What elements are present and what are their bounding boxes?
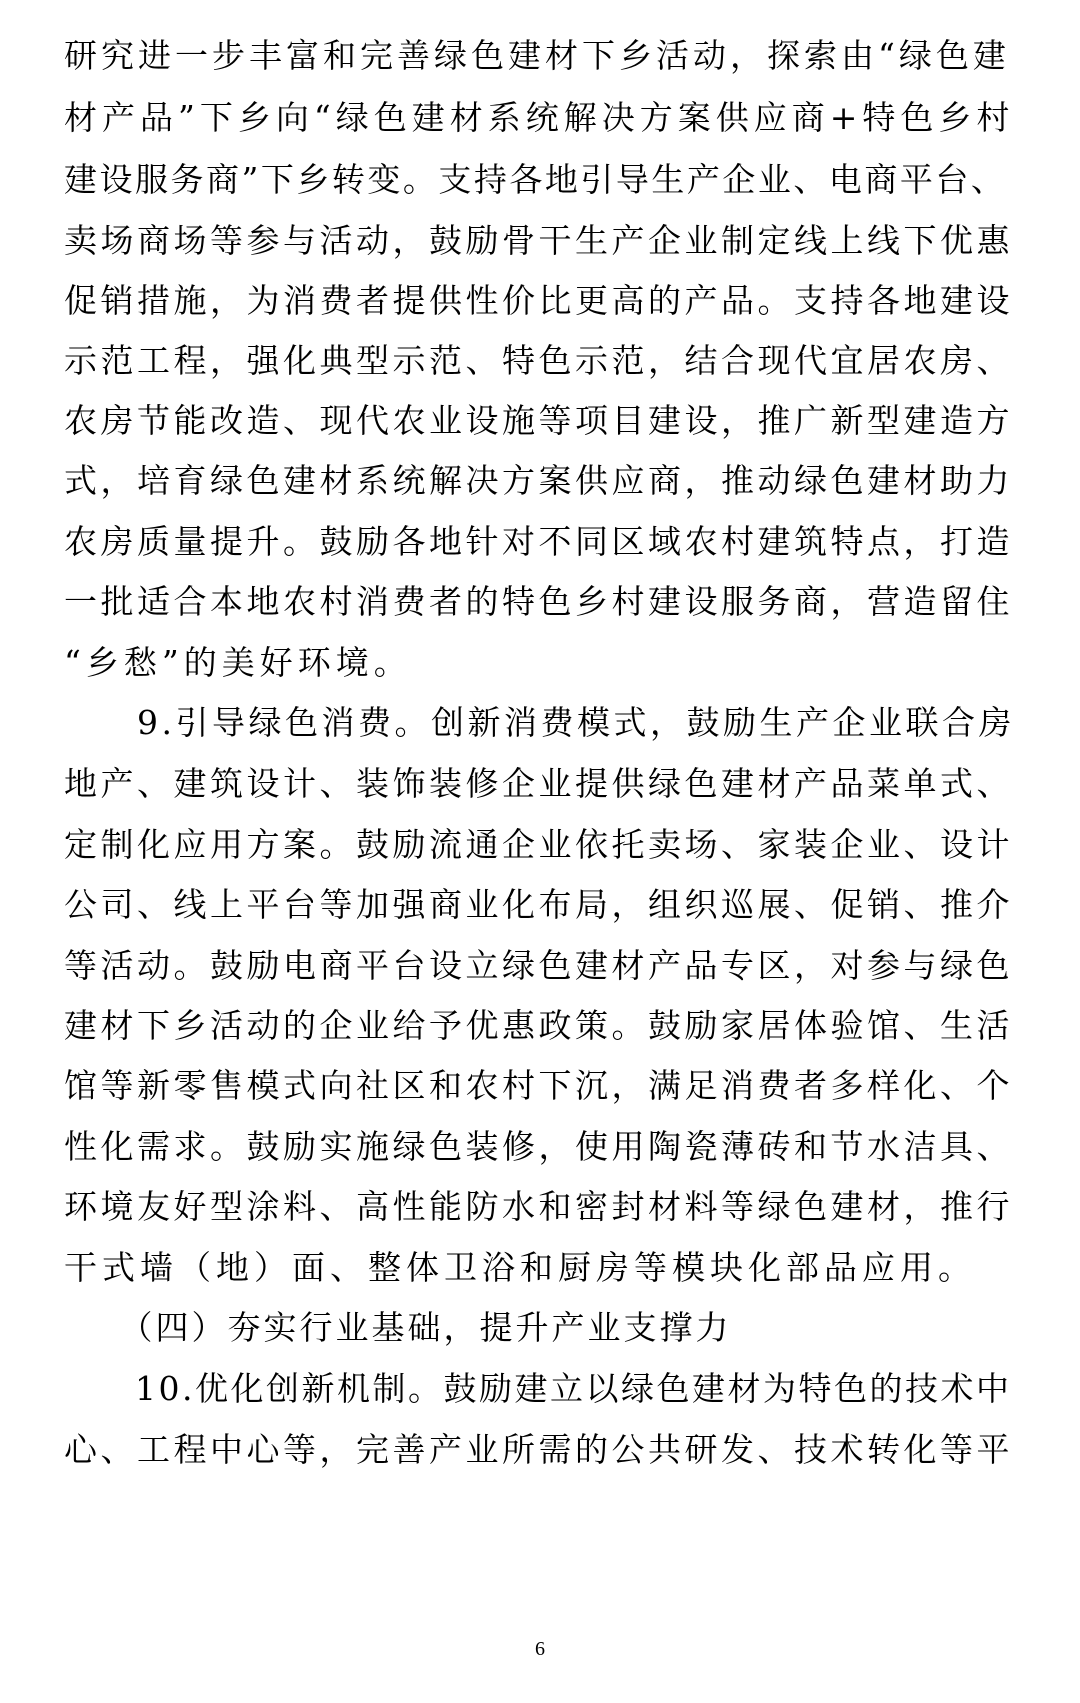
text-line: “乡愁”的美好环境。 xyxy=(64,643,412,682)
text-line: 定制化应用方案。鼓励流通企业依托卖场、家装企业、设计 xyxy=(64,825,1013,864)
text-line: 卖场商场等参与活动，鼓励骨干生产企业制定线上线下优惠 xyxy=(64,221,1013,260)
text-line: 环境友好型涂料、高性能防水和密封材料等绿色建材，推行 xyxy=(64,1187,1013,1226)
paragraph-10-start: 10.优化创新机制。鼓励建立以绿色建材为特色的技术中 xyxy=(64,1369,1012,1408)
text-line: 地产、建筑设计、装饰装修企业提供绿色建材产品菜单式、 xyxy=(64,764,1013,803)
text-line: 研究进一步丰富和完善绿色建材下乡活动，探索由“绿色建 xyxy=(64,36,1010,75)
page-number: 6 xyxy=(535,1638,545,1660)
text-line: 建材下乡活动的企业给予优惠政策。鼓励家居体验馆、生活 xyxy=(64,1006,1013,1045)
text-line: 心、工程中心等，完善产业所需的公共研发、技术转化等平 xyxy=(64,1430,1013,1469)
text-line: 促销措施，为消费者提供性价比更高的产品。支持各地建设 xyxy=(64,281,1013,320)
text-line: 示范工程，强化典型示范、特色示范，结合现代宜居农房、 xyxy=(64,341,1013,380)
text-line: 性化需求。鼓励实施绿色装修，使用陶瓷薄砖和节水洁具、 xyxy=(64,1127,1013,1166)
text-line: 式，培育绿色建材系统解决方案供应商，推动绿色建材助力 xyxy=(64,461,1013,500)
text-line: 一批适合本地农村消费者的特色乡村建设服务商，营造留住 xyxy=(64,582,1013,621)
text-line: 建设服务商”下乡转变。支持各地引导生产企业、电商平台、 xyxy=(64,160,1007,199)
text-line: 公司、线上平台等加强商业化布局，组织巡展、促销、推介 xyxy=(64,885,1013,924)
paragraph-9-start: 9.引导绿色消费。创新消费模式，鼓励生产企业联合房 xyxy=(64,703,1015,742)
text-line: 馆等新零售模式向社区和农村下沉，满足消费者多样化、个 xyxy=(64,1066,1013,1105)
text-line: 农房节能改造、现代农业设施等项目建设，推广新型建造方 xyxy=(64,401,1013,440)
section-heading: （四）夯实行业基础，提升产业支撑力 xyxy=(64,1308,732,1347)
text-line: 干式墙（地）面、整体卫浴和厨房等模块化部品应用。 xyxy=(64,1248,976,1287)
text-line: 材产品”下乡向“绿色建材系统解决方案供应商+特色乡村 xyxy=(64,98,1015,137)
text-line: 农房质量提升。鼓励各地针对不同区域农村建筑特点，打造 xyxy=(64,522,1013,561)
text-line: 等活动。鼓励电商平台设立绿色建材产品专区，对参与绿色 xyxy=(64,946,1013,985)
